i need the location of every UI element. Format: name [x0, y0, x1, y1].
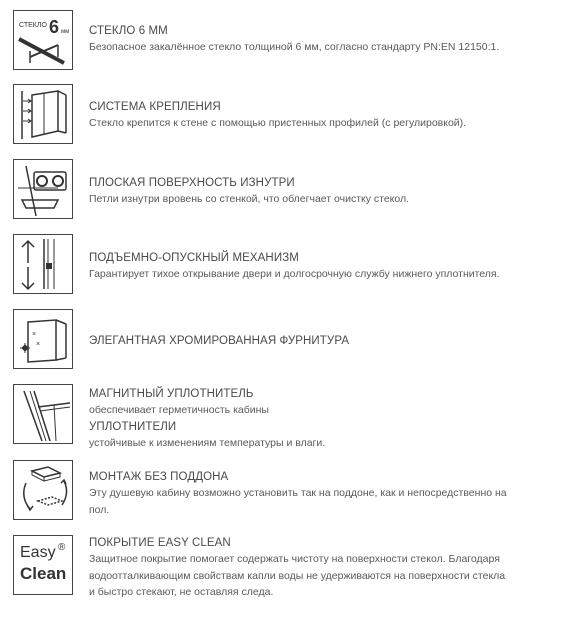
easy-clean-icon [13, 535, 73, 595]
easy-clean-mark: ® [58, 542, 66, 553]
feature-desc: Стекло крепится к стене с помощью пристенных профилей (с регулировкой). [89, 117, 467, 129]
feature-title: ЭЛЕГАНТНАЯ ХРОМИРОВАННАЯ ФУРНИТУРА [89, 335, 350, 347]
no-tray-icon [13, 460, 73, 520]
easy-clean-word-bottom: Clean [20, 564, 67, 583]
magnetic-seal-icon [13, 384, 73, 444]
glass-icon-label: СТЕКЛО [19, 22, 47, 29]
feature-desc-line3: и быстро стекают, не оставляя следа. [89, 586, 274, 598]
feature-title: ПОКРЫТИЕ EASY CLEAN [89, 537, 231, 549]
feature-title: МАГНИТНЫЙ УПЛОТНИТЕЛЬ [89, 388, 254, 400]
feature-desc: Безопасное закалённое стекло толщиной 6 мм, согласно стандарту PN:EN 12150:1. [89, 41, 500, 53]
svg-text:×: × [36, 341, 41, 348]
glass-icon-number: 6 [49, 17, 60, 37]
wall-profile-icon [13, 84, 73, 144]
feature-title: СТЕКЛО 6 ММ [89, 25, 168, 37]
feature-desc: обеспечивает герметичность кабины [89, 404, 269, 416]
feature-subdesc: устойчивые к изменениям температуры и влаги. [89, 436, 326, 449]
feature-title: МОНТАЖ БЕЗ ПОДДОНА [89, 471, 229, 483]
feature-desc-line2: пол. [89, 503, 110, 516]
lift-door-icon [13, 234, 73, 294]
feature-title: ПЛОСКАЯ ПОВЕРХНОСТЬ ИЗНУТРИ [89, 177, 295, 189]
feature-title: СИСТЕМА КРЕПЛЕНИЯ [89, 101, 221, 113]
easy-clean-word-top: Easy [20, 544, 56, 561]
feature-desc: Гарантирует тихое открывание двери и долгосрочную службу нижнего уплотнителя. [89, 268, 500, 280]
glass-icon-unit: мм [61, 29, 70, 35]
feature-title: ПОДЪЕМНО-ОПУСКНЫЙ МЕХАНИЗМ [89, 252, 299, 264]
glass-thickness-icon [13, 10, 73, 70]
feature-desc: Эту душевую кабину возможно установить так на поддоне, как и непосредственно на [89, 487, 507, 499]
flat-hinge-icon [13, 159, 73, 219]
feature-desc-line2: водоотталкивающим свойствам капли воды не удерживаются на поверхности стекла [89, 569, 506, 582]
feature-desc: Защитное покрытие помогает содержать чистоту на поверхности стекол. Благодаря [89, 553, 500, 565]
feature-subtitle: УПЛОТНИТЕЛИ [89, 420, 177, 433]
chrome-fittings-icon [13, 309, 73, 369]
svg-text:×: × [32, 331, 37, 338]
feature-desc: Петли изнутри вровень со стенкой, что облегчает очистку стекол. [89, 193, 410, 205]
